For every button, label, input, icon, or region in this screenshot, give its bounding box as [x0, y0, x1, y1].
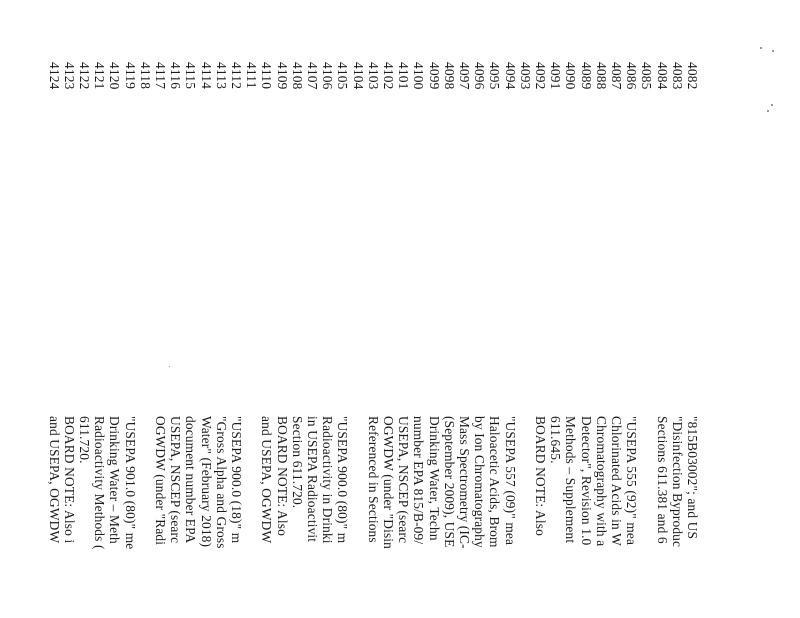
line-number: 4086: [624, 62, 640, 90]
line-text: by Ion Chromatography: [472, 416, 488, 548]
line-number: 4087: [609, 62, 624, 90]
document-line: [274, 40, 289, 618]
document-line: [654, 40, 669, 618]
line-text: Drinking Water – Meth: [107, 416, 123, 544]
document-line: [122, 40, 137, 618]
line-text: and USEPA, OGWDW: [46, 416, 62, 544]
document-line: [670, 40, 685, 618]
line-text: "USEPA 900.0 (80)" m: [335, 416, 351, 544]
document-line: [457, 40, 472, 618]
line-text: "USEPA 555 (92)" mea: [624, 416, 640, 546]
line-number: 4113: [213, 62, 229, 90]
document-line: [442, 40, 457, 618]
line-number: 4083: [669, 62, 685, 90]
line-text: BOARD NOTE: Also: [533, 416, 548, 536]
document-line: [685, 40, 700, 618]
line-text: Sections 611.381 and 6: [654, 416, 670, 544]
line-text: number EPA 815/B-09/: [411, 416, 427, 545]
line-number: 4090: [563, 62, 579, 90]
rotated-text-sheet: [46, 40, 700, 618]
line-text: OGWDW (under "Radi: [153, 416, 168, 546]
line-number: 4091: [548, 62, 564, 90]
document-line: [533, 40, 548, 618]
scan-speck: [772, 50, 774, 52]
line-text: Mass Spectrometry (IC-: [457, 416, 472, 549]
document-line: [214, 40, 229, 618]
line-text: "Disinfection Byproduc: [669, 416, 685, 548]
line-number: 4102: [381, 62, 396, 90]
line-number: 4122: [77, 62, 92, 90]
line-number: 4120: [107, 62, 123, 90]
line-text: Chlorinated Acids in W: [609, 416, 624, 546]
line-text: USEPA, NSCEP (searc: [168, 416, 184, 544]
document-line: [92, 40, 107, 618]
line-text: Radioactivity in Drinki: [320, 416, 336, 544]
document-line: [183, 40, 198, 618]
line-number: 4107: [305, 62, 320, 90]
line-text: Water" (February 2018): [198, 416, 214, 548]
line-number: 4110: [259, 62, 275, 90]
line-number: 4094: [502, 62, 518, 90]
document-line: [366, 40, 381, 618]
line-text: Radioactivity Methods (: [92, 416, 108, 550]
scan-speck: [169, 366, 170, 367]
line-number: 4104: [350, 62, 366, 90]
line-text: and USEPA, OGWDW: [259, 416, 275, 544]
line-text: document number EPA: [183, 416, 199, 544]
document-line: [62, 40, 77, 618]
line-text: "USEPA 901.0 (80)" me: [122, 416, 138, 550]
document-line: [77, 40, 92, 618]
line-number: 4101: [396, 62, 412, 90]
scan-speck: [767, 110, 769, 112]
line-number: 4121: [92, 62, 108, 90]
line-number: 4096: [472, 62, 488, 90]
document-line: [609, 40, 624, 618]
document-line: [198, 40, 213, 618]
line-text: "815B03002"; and US: [685, 416, 700, 540]
document-line: [305, 40, 320, 618]
line-number: 4098: [441, 62, 457, 90]
scan-speck: [760, 47, 762, 49]
document-line: [320, 40, 335, 618]
line-text: BOARD NOTE: Also: [274, 416, 290, 536]
line-number: 4092: [533, 62, 548, 90]
line-text: "USEPA 557 (09)" mea: [502, 416, 518, 546]
document-line: [229, 40, 244, 618]
line-text: Chromatography with a: [593, 416, 609, 547]
line-text: USEPA, NSCEP (searc: [396, 416, 412, 544]
line-number: 4095: [487, 62, 503, 90]
document-line: [487, 40, 502, 618]
document-line: [335, 40, 350, 618]
line-number: 4089: [578, 62, 594, 90]
line-number: 4117: [153, 62, 168, 90]
line-text: Referenced in Sections: [365, 416, 381, 543]
document-line: [138, 40, 153, 618]
line-number: 4106: [320, 62, 336, 90]
document-line: [107, 40, 122, 618]
line-text: "Gross Alpha and Gross: [213, 416, 229, 549]
scan-speck: [771, 104, 773, 106]
line-number: 4088: [593, 62, 609, 90]
line-number: 4115: [183, 62, 199, 90]
line-number: 4119: [122, 62, 138, 90]
line-text: 611.645.: [548, 416, 564, 464]
line-number: 4084: [654, 62, 670, 90]
document-line: [153, 40, 168, 618]
line-number: 4111: [244, 62, 260, 89]
line-number: 4093: [517, 62, 533, 90]
document-line: [639, 40, 654, 618]
line-number: 4124: [46, 62, 62, 90]
document-line: [624, 40, 639, 618]
line-text: "USEPA 900.0 (18)" m: [229, 416, 244, 544]
line-number: 4109: [274, 62, 290, 90]
line-number: 4118: [137, 62, 153, 90]
document-line: [518, 40, 533, 618]
line-text: Detector", Revision 1.0: [578, 416, 594, 546]
document-line: [350, 40, 365, 618]
line-number: 4105: [335, 62, 351, 90]
line-text: 611.720.: [77, 416, 92, 464]
document-line: [472, 40, 487, 618]
line-text: Methods – Supplement: [563, 416, 579, 544]
line-text: in USEPA Radioactivit: [305, 416, 320, 543]
line-number: 4099: [426, 62, 442, 90]
line-text: OGWDW (under "Disin: [381, 416, 396, 550]
document-line: [168, 40, 183, 618]
line-number: 4114: [198, 62, 214, 90]
document-line: [244, 40, 259, 618]
line-number: 4085: [639, 62, 655, 90]
document-line: [594, 40, 609, 618]
document-line: [259, 40, 274, 618]
document-line: [290, 40, 305, 618]
document-line: [46, 40, 61, 618]
line-number: 4082: [685, 62, 700, 90]
document-line: [563, 40, 578, 618]
line-number: 4108: [289, 62, 305, 90]
line-number: 4097: [457, 62, 472, 90]
document-line: [426, 40, 441, 618]
line-text: Section 611.720.: [289, 416, 305, 509]
document-line: [548, 40, 563, 618]
line-number: 4112: [229, 62, 244, 90]
document-line: [396, 40, 411, 618]
line-number: 4116: [168, 62, 184, 90]
line-text: (September 2009), USE: [441, 416, 457, 548]
document-line: [381, 40, 396, 618]
document-line: [411, 40, 426, 618]
document-line: [502, 40, 517, 618]
line-text: BOARD NOTE: Also i: [61, 416, 77, 544]
line-text: Haloacetic Acids, Brom: [487, 416, 503, 548]
document-line: [578, 40, 593, 618]
line-number: 4123: [61, 62, 77, 90]
line-text: Drinking Water, Techn: [426, 416, 442, 541]
line-number: 4103: [365, 62, 381, 90]
line-number: 4100: [411, 62, 427, 90]
